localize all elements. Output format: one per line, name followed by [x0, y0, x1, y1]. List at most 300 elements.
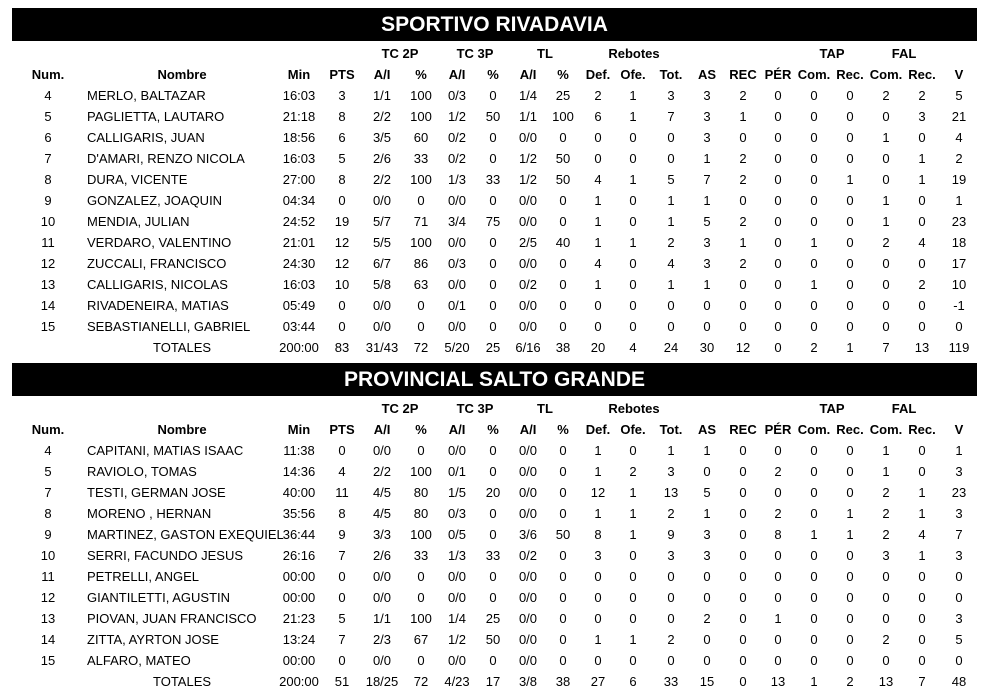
- cell-reb-tot: 3: [667, 88, 675, 103]
- cell-tap-com: 2: [810, 340, 818, 355]
- cell-as: 0: [703, 319, 711, 334]
- group-header-tc2p: TC 2P: [381, 46, 419, 61]
- cell-fal-rec: 1: [918, 485, 926, 500]
- cell-tc3p-pct: 0: [489, 256, 497, 271]
- cell-tap-com: 0: [810, 632, 818, 647]
- cell-tc2p-pct: 100: [410, 464, 432, 479]
- col-header-reb-def: Def.: [585, 422, 611, 437]
- cell-tc2p-ai: 1/1: [372, 88, 392, 103]
- cell-fal-rec: 0: [918, 214, 926, 229]
- cell-reb-tot: 0: [667, 319, 675, 334]
- cell-pts: 4: [338, 464, 346, 479]
- cell-num: 4: [44, 443, 52, 458]
- cell-reb-ofe: 1: [629, 172, 637, 187]
- cell-tc3p-ai: 1/3: [447, 172, 467, 187]
- col-header-tc3p-ai: A/I: [448, 67, 466, 82]
- cell-rec: 12: [735, 340, 751, 355]
- cell-pts: 0: [338, 319, 346, 334]
- cell-reb-ofe: 0: [629, 443, 637, 458]
- cell-as: 3: [703, 88, 711, 103]
- cell-tap-rec: 0: [846, 214, 854, 229]
- cell-num: 12: [40, 256, 56, 271]
- cell-reb-def: 0: [594, 298, 602, 313]
- cell-min: 36:44: [282, 527, 316, 542]
- cell-min: 21:01: [282, 235, 316, 250]
- cell-reb-tot: 7: [667, 109, 675, 124]
- col-header-tl-pct: %: [557, 67, 569, 82]
- cell-pts: 0: [338, 443, 346, 458]
- cell-fal-com: 0: [882, 590, 890, 605]
- cell-tl-pct: 0: [559, 632, 567, 647]
- cell-tc2p-ai: 0/0: [372, 569, 392, 584]
- cell-num: 11: [41, 569, 55, 584]
- cell-reb-def: 20: [590, 340, 606, 355]
- player-row: [0, 629, 985, 650]
- cell-valoracion: 7: [955, 527, 963, 542]
- cell-fal-com: 2: [882, 527, 890, 542]
- cell-fal-rec: 7: [918, 674, 926, 689]
- cell-reb-ofe: 0: [629, 193, 637, 208]
- cell-per: 0: [774, 590, 782, 605]
- cell-fal-com: 0: [882, 151, 890, 166]
- cell-valoracion: 1: [955, 443, 963, 458]
- cell-min: 04:34: [282, 193, 316, 208]
- cell-tc3p-pct: 75: [485, 214, 501, 229]
- cell-tl-ai: 0/0: [518, 319, 538, 334]
- cell-fal-com: 2: [882, 632, 890, 647]
- cell-per: 0: [774, 298, 782, 313]
- cell-tap-com: 0: [810, 88, 818, 103]
- cell-tc3p-ai: 1/5: [447, 485, 467, 500]
- cell-valoracion: 0: [955, 319, 963, 334]
- cell-reb-tot: 0: [667, 130, 675, 145]
- cell-tl-ai: 3/6: [518, 527, 538, 542]
- cell-tl-ai: 1/2: [518, 151, 538, 166]
- col-header-reb-ofe: Ofe.: [620, 422, 646, 437]
- cell-tc2p-pct: 100: [410, 88, 432, 103]
- cell-nombre: MORENO , HERNAN: [87, 506, 212, 521]
- player-row: [0, 650, 985, 671]
- cell-tc3p-pct: 0: [489, 277, 497, 292]
- cell-reb-ofe: 0: [629, 569, 637, 584]
- col-header-rec: REC: [729, 67, 757, 82]
- cell-num: 7: [44, 151, 52, 166]
- cell-valoracion: 3: [955, 548, 963, 563]
- cell-tc3p-pct: 17: [485, 674, 501, 689]
- cell-nombre: D'AMARI, RENZO NICOLA: [87, 151, 245, 166]
- cell-rec: 0: [739, 611, 747, 626]
- cell-fal-com: 2: [882, 88, 890, 103]
- cell-tc3p-pct: 33: [485, 172, 501, 187]
- cell-tap-rec: 0: [846, 611, 854, 626]
- cell-pts: 11: [335, 485, 349, 500]
- cell-fal-rec: 1: [918, 151, 926, 166]
- cell-fal-com: 2: [882, 485, 890, 500]
- cell-tc3p-pct: 0: [489, 464, 497, 479]
- cell-tc2p-ai: 1/1: [372, 611, 392, 626]
- cell-pts: 19: [334, 214, 350, 229]
- cell-reb-def: 4: [594, 172, 602, 187]
- cell-reb-tot: 3: [667, 548, 675, 563]
- cell-tc2p-pct: 0: [417, 319, 425, 334]
- cell-fal-com: 3: [882, 548, 890, 563]
- cell-nombre: DURA, VICENTE: [87, 172, 188, 187]
- cell-reb-tot: 0: [667, 611, 675, 626]
- cell-num: 10: [40, 548, 56, 563]
- cell-tl-pct: 0: [559, 443, 567, 458]
- cell-tc2p-ai: 4/5: [372, 506, 392, 521]
- cell-valoracion: -1: [953, 298, 965, 313]
- cell-rec: 0: [739, 277, 747, 292]
- cell-num: 7: [44, 485, 52, 500]
- cell-valoracion: 21: [951, 109, 967, 124]
- col-header-tap-rec: Rec.: [836, 67, 864, 82]
- cell-tap-rec: 0: [846, 632, 854, 647]
- cell-rec: 1: [739, 109, 747, 124]
- cell-per: 0: [774, 214, 782, 229]
- cell-valoracion: 17: [951, 256, 967, 271]
- cell-tc3p-pct: 25: [485, 611, 501, 626]
- cell-as: 3: [703, 109, 711, 124]
- cell-fal-rec: 13: [914, 340, 930, 355]
- cell-reb-tot: 3: [667, 464, 675, 479]
- cell-tl-pct: 0: [559, 319, 567, 334]
- cell-valoracion: 5: [955, 88, 963, 103]
- column-header-row: [0, 419, 985, 440]
- col-header-num: Num.: [31, 67, 65, 82]
- cell-reb-tot: 33: [663, 674, 679, 689]
- cell-num: 5: [44, 109, 52, 124]
- cell-tc3p-ai: 0/0: [447, 443, 467, 458]
- cell-fal-com: 0: [882, 569, 890, 584]
- cell-valoracion: 119: [948, 340, 970, 355]
- cell-per: 0: [774, 172, 782, 187]
- col-header-pts: PTS: [329, 422, 355, 437]
- cell-tc2p-pct: 60: [413, 130, 429, 145]
- cell-reb-ofe: 1: [629, 632, 637, 647]
- cell-valoracion: 0: [955, 590, 963, 605]
- cell-tc3p-pct: 0: [489, 506, 497, 521]
- cell-tap-com: 0: [810, 443, 818, 458]
- cell-num: 14: [40, 298, 56, 313]
- cell-fal-rec: 4: [918, 527, 926, 542]
- cell-reb-tot: 1: [667, 214, 675, 229]
- cell-tc3p-pct: 0: [489, 653, 497, 668]
- cell-per: 0: [774, 548, 782, 563]
- cell-tap-rec: 0: [846, 277, 854, 292]
- cell-min: 13:24: [282, 632, 316, 647]
- cell-num: 12: [40, 590, 56, 605]
- cell-fal-rec: 2: [918, 277, 926, 292]
- cell-num: 4: [44, 88, 52, 103]
- cell-tc2p-pct: 100: [410, 611, 432, 626]
- cell-reb-ofe: 1: [629, 109, 637, 124]
- cell-nombre: SEBASTIANELLI, GABRIEL: [87, 319, 251, 334]
- cell-reb-ofe: 0: [629, 277, 637, 292]
- cell-num: 9: [44, 193, 52, 208]
- group-header-fal: FAL: [891, 401, 917, 416]
- cell-tl-ai: 0/0: [518, 632, 538, 647]
- player-row: [0, 545, 985, 566]
- cell-tc2p-pct: 86: [413, 256, 429, 271]
- cell-min: 14:36: [282, 464, 316, 479]
- cell-tap-rec: 1: [846, 340, 854, 355]
- cell-per: 0: [774, 88, 782, 103]
- cell-tap-com: 1: [810, 235, 818, 250]
- player-row: [0, 190, 985, 211]
- cell-pts: 5: [338, 151, 346, 166]
- cell-min: 00:00: [282, 590, 316, 605]
- cell-as: 1: [703, 443, 711, 458]
- cell-per: 0: [774, 443, 782, 458]
- col-header-valoracion: V: [954, 422, 964, 437]
- cell-tc2p-pct: 0: [417, 569, 425, 584]
- cell-fal-rec: 0: [918, 319, 926, 334]
- cell-tap-rec: 1: [846, 172, 854, 187]
- cell-fal-rec: 0: [918, 464, 926, 479]
- col-header-min: Min: [287, 67, 311, 82]
- cell-fal-rec: 2: [918, 88, 926, 103]
- cell-tap-rec: 1: [846, 527, 854, 542]
- cell-valoracion: 18: [951, 235, 967, 250]
- cell-tap-com: 0: [810, 151, 818, 166]
- cell-reb-ofe: 1: [629, 485, 637, 500]
- cell-as: 3: [703, 130, 711, 145]
- cell-reb-ofe: 0: [629, 319, 637, 334]
- cell-pts: 6: [338, 130, 346, 145]
- cell-rec: 2: [739, 214, 747, 229]
- cell-per: 0: [774, 151, 782, 166]
- cell-reb-def: 8: [594, 527, 602, 542]
- cell-reb-ofe: 0: [629, 214, 637, 229]
- cell-tc3p-ai: 0/0: [447, 277, 467, 292]
- cell-tc3p-ai: 0/1: [447, 298, 467, 313]
- cell-per: 2: [774, 506, 782, 521]
- group-header-tl: TL: [537, 46, 553, 61]
- cell-tc2p-pct: 0: [417, 298, 425, 313]
- cell-tl-pct: 38: [555, 340, 571, 355]
- cell-as: 3: [703, 548, 711, 563]
- cell-valoracion: 5: [955, 632, 963, 647]
- cell-tc2p-pct: 67: [413, 632, 429, 647]
- cell-tc2p-ai: 4/5: [372, 485, 392, 500]
- cell-tc2p-pct: 100: [410, 527, 432, 542]
- cell-reb-ofe: 0: [629, 548, 637, 563]
- cell-reb-ofe: 2: [629, 464, 637, 479]
- col-header-tap-rec: Rec.: [836, 422, 864, 437]
- cell-tc3p-pct: 25: [485, 340, 501, 355]
- col-header-tc2p-ai: A/I: [373, 422, 391, 437]
- cell-rec: 0: [739, 527, 747, 542]
- cell-reb-tot: 1: [667, 277, 675, 292]
- cell-rec: 0: [739, 464, 747, 479]
- cell-reb-ofe: 1: [629, 506, 637, 521]
- cell-min: 26:16: [282, 548, 316, 563]
- cell-tc3p-ai: 1/2: [447, 109, 467, 124]
- cell-reb-def: 1: [594, 235, 602, 250]
- cell-fal-rec: 0: [918, 611, 926, 626]
- cell-fal-rec: 1: [918, 172, 926, 187]
- cell-as: 1: [703, 506, 711, 521]
- cell-tc3p-ai: 1/4: [447, 611, 467, 626]
- cell-as: 0: [703, 569, 711, 584]
- cell-fal-com: 0: [882, 109, 890, 124]
- cell-fal-com: 0: [882, 277, 890, 292]
- cell-tl-pct: 0: [559, 464, 567, 479]
- cell-pts: 0: [338, 193, 346, 208]
- col-header-tc3p-ai: A/I: [448, 422, 466, 437]
- group-header-tc3p: TC 3P: [456, 46, 494, 61]
- cell-num: 8: [44, 172, 52, 187]
- cell-min: 35:56: [282, 506, 316, 521]
- cell-reb-tot: 2: [667, 506, 675, 521]
- player-row: [0, 274, 985, 295]
- cell-nombre: TESTI, GERMAN JOSE: [87, 485, 226, 500]
- cell-tc3p-pct: 50: [485, 109, 501, 124]
- cell-rec: 0: [739, 193, 747, 208]
- player-row: [0, 253, 985, 274]
- cell-per: 0: [774, 109, 782, 124]
- cell-tc3p-pct: 0: [489, 193, 497, 208]
- cell-tc3p-ai: 0/3: [447, 506, 467, 521]
- cell-fal-rec: 0: [918, 569, 926, 584]
- cell-tap-rec: 0: [846, 443, 854, 458]
- player-row: [0, 608, 985, 629]
- cell-nombre: PETRELLI, ANGEL: [87, 569, 199, 584]
- cell-fal-rec: 0: [918, 653, 926, 668]
- cell-tc3p-pct: 0: [489, 319, 497, 334]
- cell-reb-tot: 5: [667, 172, 675, 187]
- cell-tc2p-ai: 2/6: [372, 548, 392, 563]
- cell-min: 00:00: [282, 569, 316, 584]
- cell-tap-com: 0: [810, 569, 818, 584]
- cell-valoracion: 4: [955, 130, 963, 145]
- cell-per: 8: [774, 527, 782, 542]
- cell-pts: 7: [338, 632, 346, 647]
- cell-rec: 0: [739, 653, 747, 668]
- cell-num: 13: [40, 611, 56, 626]
- cell-tc3p-pct: 0: [489, 151, 497, 166]
- cell-tap-rec: 0: [846, 548, 854, 563]
- col-header-num: Num.: [31, 422, 65, 437]
- cell-tap-rec: 0: [846, 485, 854, 500]
- cell-fal-rec: 0: [918, 298, 926, 313]
- col-header-valoracion: V: [954, 67, 964, 82]
- col-header-tc2p-pct: %: [415, 67, 427, 82]
- cell-as: 3: [703, 527, 711, 542]
- cell-min: 27:00: [282, 172, 316, 187]
- cell-min: 200:00: [279, 340, 319, 355]
- cell-tap-rec: 0: [846, 256, 854, 271]
- cell-tl-ai: 6/16: [515, 340, 541, 355]
- cell-per: 13: [770, 674, 786, 689]
- cell-min: 16:03: [282, 277, 316, 292]
- cell-reb-def: 1: [594, 632, 602, 647]
- cell-tap-rec: 0: [846, 235, 854, 250]
- cell-tap-com: 0: [810, 130, 818, 145]
- cell-tap-rec: 0: [846, 151, 854, 166]
- cell-tc2p-ai: 6/7: [372, 256, 392, 271]
- cell-nombre: PIOVAN, JUAN FRANCISCO: [87, 611, 257, 626]
- player-row: [0, 106, 985, 127]
- col-header-reb-tot: Tot.: [659, 67, 683, 82]
- cell-tc2p-ai: 0/0: [372, 298, 392, 313]
- cell-per: 0: [774, 256, 782, 271]
- cell-min: 24:52: [282, 214, 316, 229]
- cell-tc2p-ai: 2/2: [372, 109, 392, 124]
- cell-tc3p-ai: 5/20: [444, 340, 470, 355]
- cell-pts: 7: [338, 548, 346, 563]
- cell-tc3p-ai: 0/0: [447, 590, 467, 605]
- cell-tl-pct: 38: [555, 674, 571, 689]
- cell-tl-ai: 0/0: [518, 569, 538, 584]
- cell-tc2p-ai: 0/0: [372, 319, 392, 334]
- team-name-banner: PROVINCIAL SALTO GRANDE: [12, 363, 977, 396]
- cell-reb-tot: 2: [667, 235, 675, 250]
- cell-nombre: GONZALEZ, JOAQUIN: [87, 193, 223, 208]
- cell-reb-ofe: 0: [629, 653, 637, 668]
- cell-nombre: GIANTILETTI, AGUSTIN: [87, 590, 231, 605]
- cell-reb-ofe: 0: [629, 256, 637, 271]
- cell-tap-com: 0: [810, 319, 818, 334]
- cell-nombre: MERLO, BALTAZAR: [87, 88, 206, 103]
- cell-tc2p-ai: 2/6: [372, 151, 392, 166]
- cell-tap-com: 0: [810, 298, 818, 313]
- col-header-fal-com: Com.: [869, 422, 903, 437]
- cell-pts: 51: [334, 674, 350, 689]
- cell-tl-pct: 25: [555, 88, 571, 103]
- cell-tl-ai: 0/0: [518, 298, 538, 313]
- cell-valoracion: 3: [955, 464, 963, 479]
- cell-tl-ai: 0/2: [518, 548, 538, 563]
- cell-rec: 0: [739, 298, 747, 313]
- player-row: [0, 85, 985, 106]
- cell-rec: 0: [739, 569, 747, 584]
- cell-tl-pct: 50: [555, 527, 571, 542]
- cell-tap-com: 0: [810, 464, 818, 479]
- cell-min: 21:18: [282, 109, 316, 124]
- cell-nombre: SERRI, FACUNDO JESUS: [87, 548, 244, 563]
- cell-tl-pct: 50: [555, 151, 571, 166]
- cell-per: 2: [774, 464, 782, 479]
- player-row: [0, 169, 985, 190]
- cell-tl-pct: 0: [559, 256, 567, 271]
- cell-num: 10: [40, 214, 56, 229]
- cell-tl-pct: 0: [559, 569, 567, 584]
- cell-reb-tot: 0: [667, 298, 675, 313]
- cell-tc3p-pct: 0: [489, 527, 497, 542]
- cell-fal-rec: 0: [918, 590, 926, 605]
- cell-tc3p-ai: 0/0: [447, 193, 467, 208]
- cell-rec: 0: [739, 674, 747, 689]
- player-row: [0, 482, 985, 503]
- cell-reb-tot: 1: [667, 193, 675, 208]
- col-header-per: PÉR: [764, 67, 792, 82]
- cell-tc2p-ai: 0/0: [372, 193, 392, 208]
- col-header-reb-def: Def.: [585, 67, 611, 82]
- cell-num: 13: [40, 277, 56, 292]
- cell-tc3p-ai: 0/0: [447, 653, 467, 668]
- cell-per: 0: [774, 485, 782, 500]
- cell-min: 11:38: [283, 443, 315, 458]
- cell-tl-ai: 0/0: [518, 611, 538, 626]
- cell-tap-rec: 0: [846, 298, 854, 313]
- cell-reb-def: 1: [594, 277, 602, 292]
- cell-tap-com: 0: [810, 611, 818, 626]
- group-header-row: [0, 398, 985, 419]
- cell-as: 0: [703, 653, 711, 668]
- player-row: [0, 461, 985, 482]
